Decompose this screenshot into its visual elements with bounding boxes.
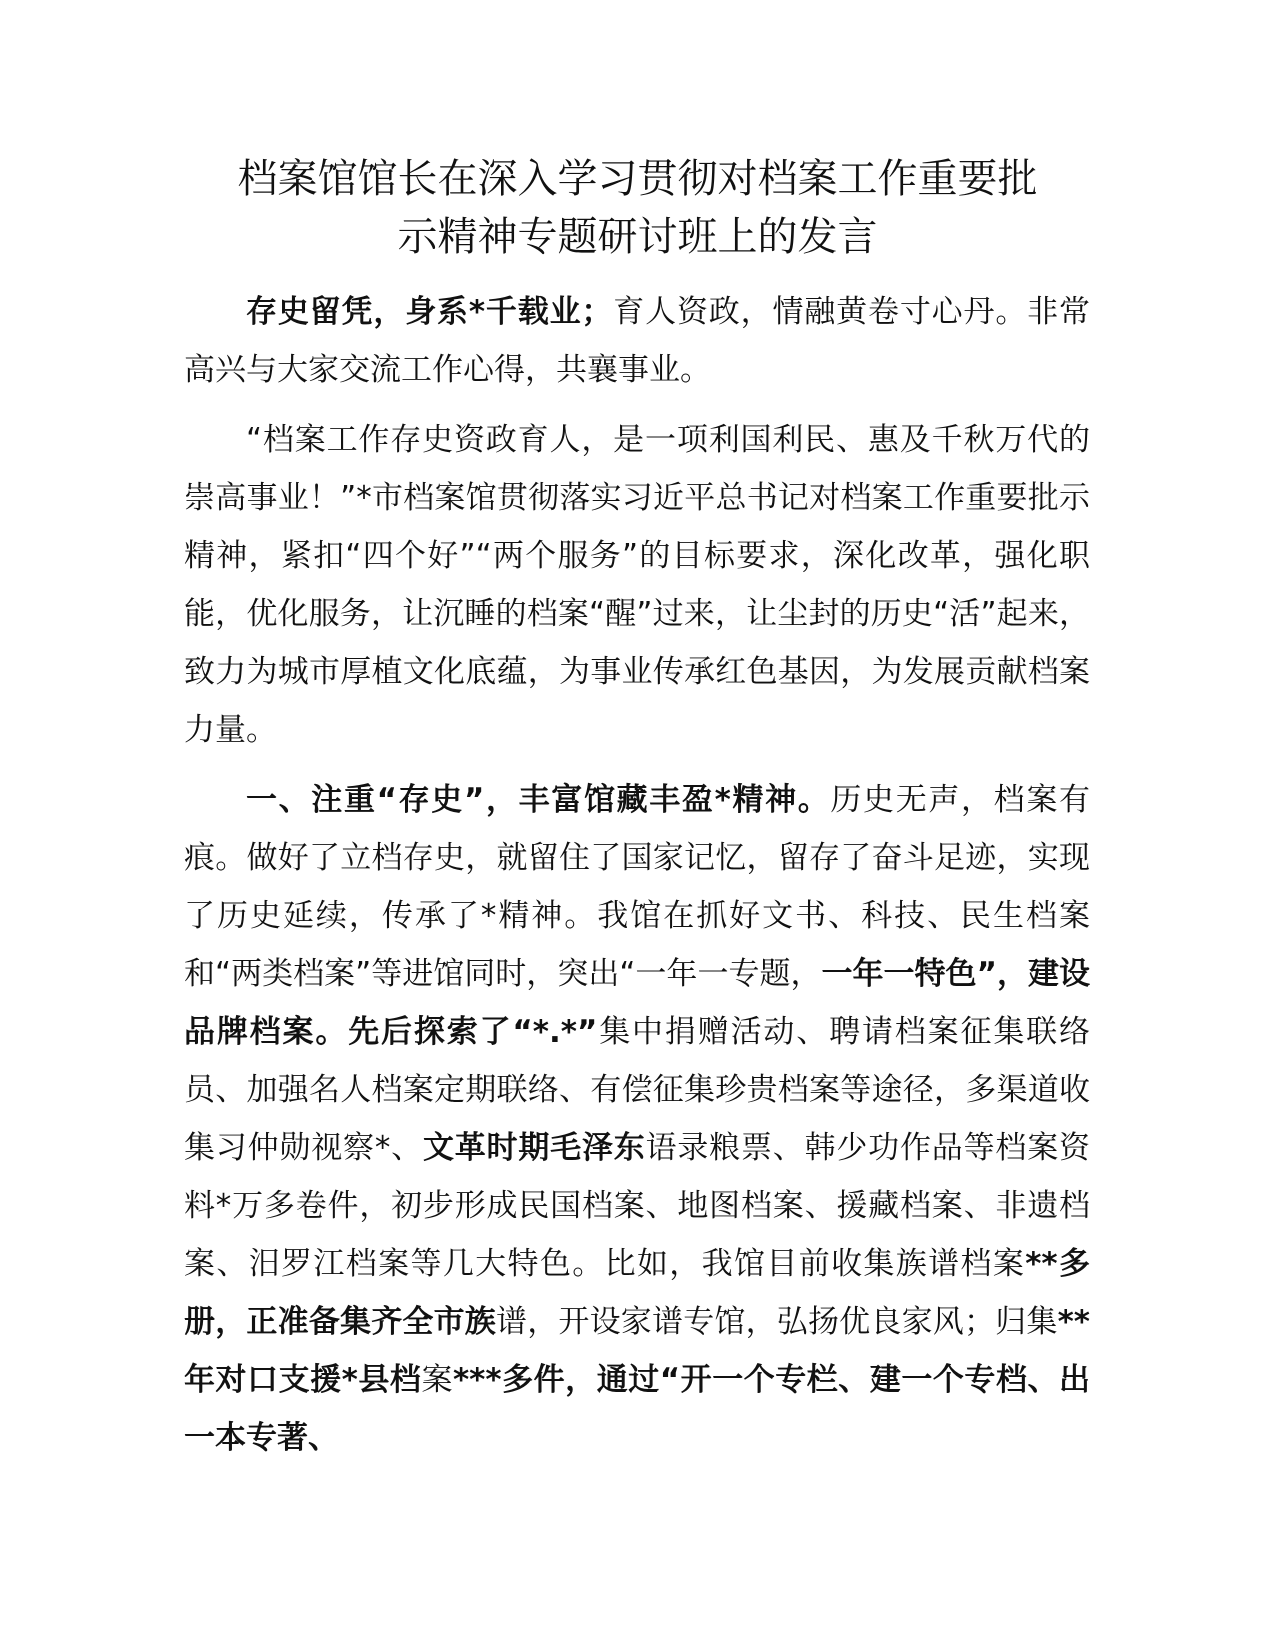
text-run: 案 (421, 1362, 453, 1398)
text-run: 集中捐赠活动、聘请档案征集联络员、加强名人档案定期联络、有偿征集珍贵档案等途径，多渠道收集习仲勋视察*、 (184, 1014, 1091, 1166)
text-run: **年对口支援*县档 (184, 1304, 1091, 1398)
paragraph-section-one (184, 771, 1090, 1467)
text-run: “档案工作存史资政育人，是一项利国利民、惠及千秋万代的崇高事业！”*市档案馆贯彻落实习近平总书记对档案工作重要批示精神，紧扣“四个好”“两个服务”的目标要求，深化改革，强化职能，优化服务，让沉睡的档案“醒”过来，让尘封的历史“活”起来，致力为城市厚植文化底蕴，为事业传承红色基因，为发展贡献档案力量。 (184, 422, 1090, 748)
text-run: 存史留凭，身系*千载业； (246, 294, 613, 330)
document-title (150, 150, 1125, 266)
document-body (184, 283, 1090, 1467)
text-run: 谱，开设家谱专馆，弘扬优良家风；归集 (496, 1304, 1058, 1340)
paragraph-intro (184, 411, 1090, 759)
text-run: 育人资政，情融黄卷寸心丹。非常高兴与大家交流工作心得，共襄事业。 (184, 294, 1091, 388)
paragraph-opening (184, 283, 1090, 399)
section-heading: 一、注重“存史”，丰富馆藏丰盈*精神。 (246, 782, 831, 818)
text-run: **多册，正准备集齐全市族 (184, 1246, 1090, 1340)
text-run: 文革时期毛泽东 (422, 1130, 646, 1166)
text-run: 一年一特色”，建设品牌档案。先后探索了“*.*” (184, 956, 1090, 1050)
title-line-2: 示精神专题研讨班上的发言 (397, 214, 878, 260)
text-run: 语录粮票、韩少功作品等档案资料*万多卷件，初步形成民国档案、地图档案、援藏档案、非遗档案、汨罗江档案等几大特色。比如，我馆目前收集族谱档案 (184, 1130, 1091, 1282)
title-line-1: 档案馆馆长在深入学习贯彻对档案工作重要批 (237, 156, 1038, 202)
text-run: 历史无声，档案有痕。做好了立档存史，就留住了国家记忆，留存了奋斗足迹，实现了历史延续，传承了*精神。我馆在抓好文书、科技、民生档案和“两类档案”等进馆同时，突出“一年一专题， (184, 782, 1090, 992)
text-run: ***多件，通过“开一个专栏、建一个专档、出一本专著、 (184, 1362, 1090, 1456)
